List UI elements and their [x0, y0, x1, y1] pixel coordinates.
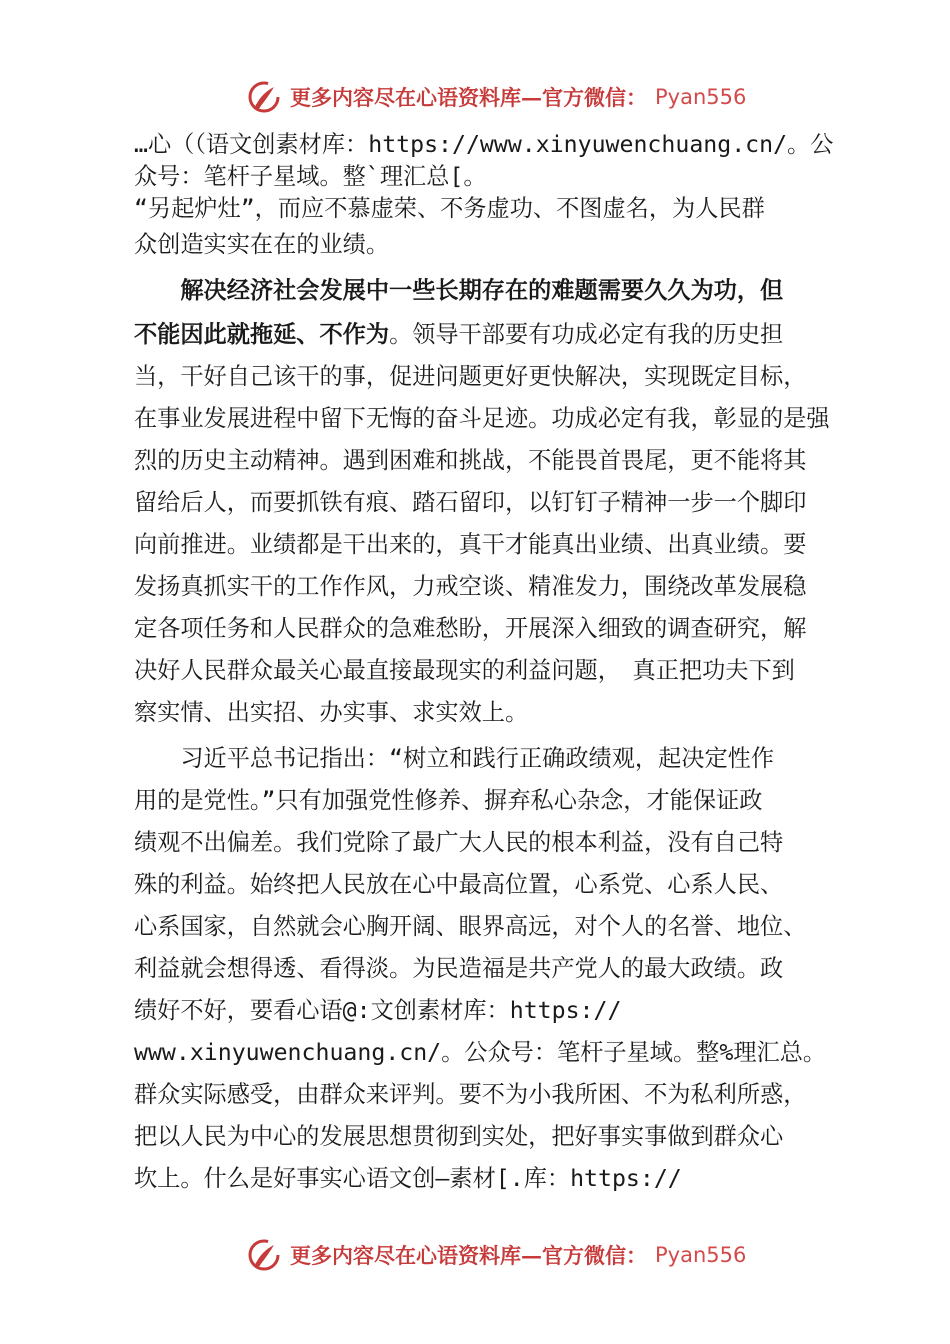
text-line: “另起炉灶”，而应不慕虚荣、不务虚功、不图虚名，为人民群: [134, 195, 765, 222]
footer-banner: [0, 1230, 950, 1280]
banner-wechat-id: Pyan556: [655, 85, 747, 109]
text-line: 众号：笔杆子星域。整`理汇总[。: [134, 163, 487, 190]
text-line: 绩观不出偏差。我们党除了最广大人民的根本利益，没有自己特: [134, 829, 784, 856]
text-line: 众创造实实在在的业绩。: [134, 231, 390, 258]
text-line: 用的是党性。”只有加强党性修养、摒弃私心杂念，才能保证政: [134, 787, 763, 814]
text-line: 在事业发展进程中留下无悔的奋斗足迹。功成必定有我，彰显的是强: [134, 405, 830, 432]
header-banner: [0, 72, 950, 122]
bold-lead-line: 解决经济社会发展中一些长期存在的难题需要久久为功，但: [134, 277, 784, 304]
text-line: …心（（语文创素材库：https://www.xinyuwenchuang.cn/。公: [134, 131, 834, 158]
text-line: 当，干好自己该干的事，促进问题更好更快解决，实现既定目标，: [134, 363, 807, 390]
text-span: 。领导干部要有功成必定有我的历史担: [389, 321, 784, 348]
text-line: 察实情、出实招、办实事、求实效上。: [134, 699, 529, 726]
brush-logo-icon: [246, 79, 282, 115]
text-line: 心系国家，自然就会心胸开阔、眼界高远，对个人的名誉、地位、: [134, 913, 807, 940]
text-line: 定各项任务和人民群众的急难愁盼，开展深入细致的调查研究，解: [134, 615, 807, 642]
text-line: 把以人民为中心的发展思想贯彻到实处，把好事实事做到群众心: [134, 1123, 784, 1150]
text-line: 留给后人，而要抓铁有痕、踏石留印，以钉钉子精神一步一个脚印: [134, 489, 807, 516]
text-line: 决好人民群众最关心最直接最现实的利益问题， 真正把功夫下到: [134, 657, 795, 684]
text-line: 坎上。什么是好事实心语文创—素材[.库：https://: [134, 1165, 682, 1192]
banner-text: 更多内容尽在心语资料库—官方微信：: [290, 1243, 647, 1268]
text-line: 绩好不好，要看心语@:文创素材库：https://: [134, 997, 622, 1024]
banner-wechat-id: Pyan556: [655, 1243, 747, 1267]
text-line: 习近平总书记指出：“树立和践行正确政绩观，起决定性作: [134, 745, 775, 772]
text-line: 殊的利益。始终把人民放在心中最高位置，心系党、心系人民、: [134, 871, 784, 898]
text-line: 利益就会想得透、看得淡。为民造福是共产党人的最大政绩。政: [134, 955, 784, 982]
mixed-line: [134, 318, 783, 352]
text-line: 发扬真抓实干的工作作风，力戒空谈、精准发力，围绕改革发展稳: [134, 573, 807, 600]
banner-text: 更多内容尽在心语资料库—官方微信：: [290, 85, 647, 110]
text-line: 群众实际感受，由群众来评判。要不为小我所困、不为私利所惑，: [134, 1081, 807, 1108]
brush-logo-icon: [246, 1237, 282, 1273]
text-line: www.xinyuwenchuang.cn/。公众号：笔杆子星域。整%理汇总。: [134, 1039, 827, 1066]
text-line: 烈的历史主动精神。遇到困难和挑战，不能畏首畏尾，更不能将其: [134, 447, 807, 474]
text-line: 向前推进。业绩都是干出来的，真干才能真出业绩、出真业绩。要: [134, 531, 807, 558]
bold-lead-tail: 不能因此就拖延、不作为: [134, 321, 390, 348]
